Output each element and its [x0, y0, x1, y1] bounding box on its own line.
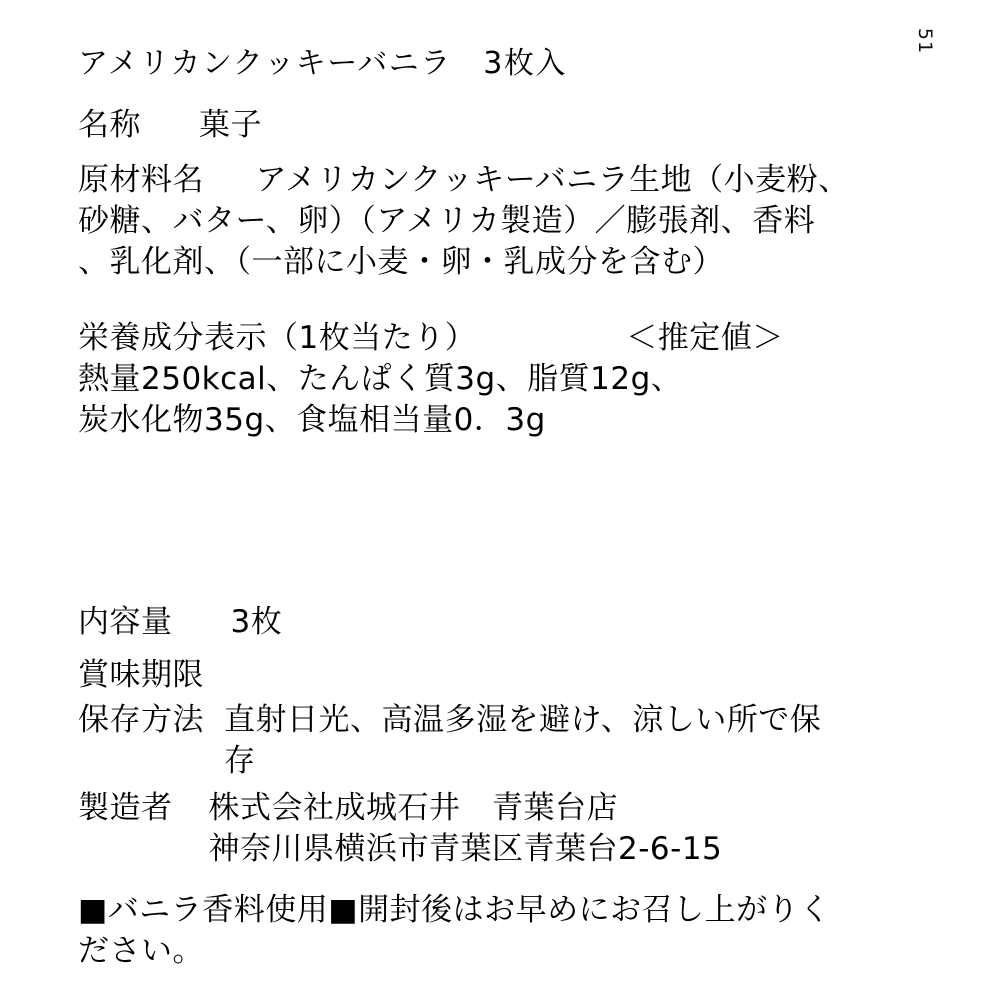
name-value: 菓子 — [199, 107, 262, 143]
name-block — [78, 105, 262, 146]
nutrition-estimate-note: ＜推定値＞ — [626, 320, 784, 356]
corner-code: 51 — [913, 27, 936, 55]
notes-block — [78, 890, 958, 972]
expiry-block — [78, 655, 240, 696]
maker-block — [78, 788, 978, 870]
maker-label: 製造者 — [78, 790, 173, 826]
notes-line-2: ださい。 — [78, 932, 204, 969]
ingredients-row-1 — [78, 160, 958, 201]
storage-block — [78, 700, 958, 782]
ingredients-value-line1: アメリカンクッキーバニラ生地（小麦粉、 — [224, 162, 850, 198]
nutrition-heading-row — [78, 318, 958, 359]
expiry-label: 賞味期限 — [78, 657, 204, 693]
maker-line2: 神奈川県横浜市青葉区青葉台2-6-15 — [208, 830, 723, 867]
notes-line-1: ■バニラ香料使用■開封後はお早めにお召し上がりく — [78, 892, 831, 928]
nutrition-heading: 栄養成分表示（1枚当たり） — [78, 320, 477, 356]
ingredients-label: 原材料名 — [78, 162, 204, 198]
maker-row-2 — [78, 829, 978, 870]
storage-value-line1: 直射日光、高温多湿を避け、涼しい所で保 — [224, 702, 822, 738]
nutrition-block — [78, 318, 958, 441]
ingredients-block — [78, 160, 958, 283]
content-volume-value: 3枚 — [230, 604, 283, 640]
ingredients-value-line2: 砂糖、バター、卵）（アメリカ製造）／膨張剤、香料 — [78, 202, 816, 239]
nutrition-line-1: 熱量250kcal、たんぱく質3g、脂質12g、 — [78, 360, 683, 397]
storage-row-2 — [78, 741, 958, 782]
expiry-row — [78, 655, 240, 696]
ingredients-row-3 — [78, 242, 958, 283]
content-volume-label: 内容量 — [78, 604, 173, 640]
nutrition-line-2: 炭水化物35g、食塩相当量0．3g — [78, 401, 546, 438]
ingredients-value-line3: 、乳化剤、（一部に小麦・卵・乳成分を含む） — [78, 243, 724, 280]
content-volume-block — [78, 602, 282, 643]
content-volume-row — [78, 602, 282, 643]
maker-row-1 — [78, 788, 978, 829]
storage-row-1 — [78, 700, 958, 741]
maker-line1: 株式会社成城石井 青葉台店 — [208, 790, 618, 826]
storage-label: 保存方法 — [78, 702, 204, 738]
name-row — [78, 105, 262, 146]
ingredients-row-2 — [78, 201, 958, 242]
name-label: 名称 — [78, 107, 141, 143]
storage-value-line2: 存 — [224, 742, 256, 779]
product-title: アメリカンクッキーバニラ 3枚入 — [78, 46, 567, 81]
